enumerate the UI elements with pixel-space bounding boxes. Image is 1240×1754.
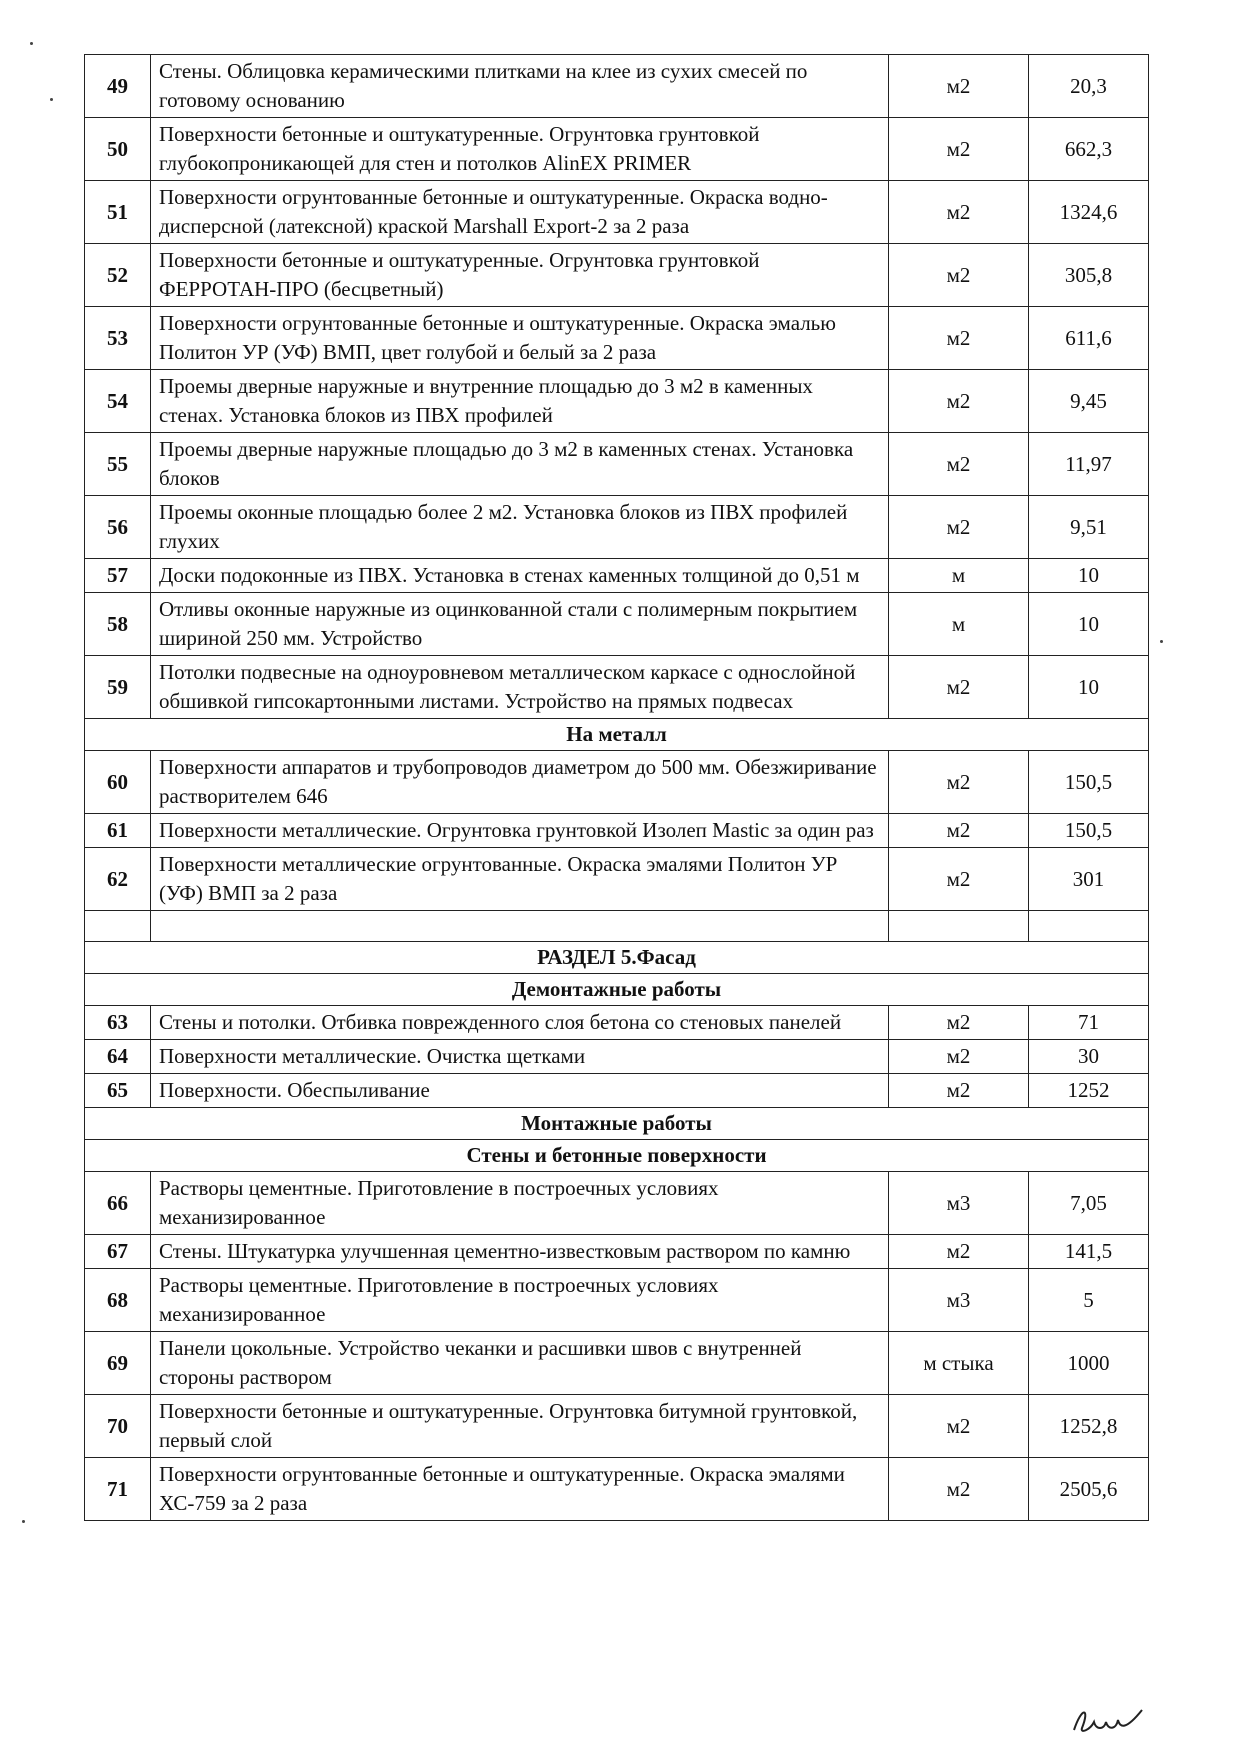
quantity: 5 xyxy=(1029,1269,1149,1332)
unit-of-measure: м2 xyxy=(889,848,1029,911)
work-description: Поверхности огрунтованные бетонные и оштукатуренные. Окраска эмалью Политон УР (УФ) ВМП, цвет голубой и белый за 2 раза xyxy=(151,307,889,370)
item-number: 57 xyxy=(85,559,151,593)
unit-of-measure: м3 xyxy=(889,1269,1029,1332)
quantity: 10 xyxy=(1029,593,1149,656)
blank-cell xyxy=(85,911,151,942)
blank-cell xyxy=(889,911,1029,942)
unit-of-measure: м2 xyxy=(889,751,1029,814)
item-number: 70 xyxy=(85,1395,151,1458)
table-row xyxy=(85,1172,1149,1235)
handwritten-signature xyxy=(1068,1700,1148,1740)
unit-of-measure: м2 xyxy=(889,1074,1029,1108)
unit-of-measure: м2 xyxy=(889,1040,1029,1074)
section-header-walls: Стены и бетонные поверхности xyxy=(85,1140,1149,1172)
unit-of-measure: м2 xyxy=(889,181,1029,244)
table-row xyxy=(85,1235,1149,1269)
unit-of-measure: м3 xyxy=(889,1172,1029,1235)
scan-speck xyxy=(22,1520,25,1523)
quantity: 10 xyxy=(1029,559,1149,593)
unit-of-measure: м2 xyxy=(889,656,1029,719)
work-description: Поверхности аппаратов и трубопроводов диаметром до 500 мм. Обезжиривание растворителем 646 xyxy=(151,751,889,814)
quantity: 150,5 xyxy=(1029,814,1149,848)
quantity: 2505,6 xyxy=(1029,1458,1149,1521)
table-row xyxy=(85,1458,1149,1521)
item-number: 55 xyxy=(85,433,151,496)
work-description: Проемы оконные площадью более 2 м2. Установка блоков из ПВХ профилей глухих xyxy=(151,496,889,559)
rows-group-finishing xyxy=(85,55,1149,719)
table-row xyxy=(85,1332,1149,1395)
unit-of-measure: м2 xyxy=(889,370,1029,433)
item-number: 68 xyxy=(85,1269,151,1332)
table-row xyxy=(85,55,1149,118)
estimate-table xyxy=(84,54,1149,1521)
rows-group-demontage xyxy=(85,1006,1149,1108)
work-description: Поверхности бетонные и оштукатуренные. Огрунтовка битумной грунтовкой, первый слой xyxy=(151,1395,889,1458)
item-number: 65 xyxy=(85,1074,151,1108)
montage-headers xyxy=(85,1108,1149,1172)
work-description: Отливы оконные наружные из оцинкованной стали с полимерным покрытием шириной 250 мм. Устройство xyxy=(151,593,889,656)
unit-of-measure: м2 xyxy=(889,1235,1029,1269)
blank-row xyxy=(85,911,1149,942)
work-description: Стены. Облицовка керамическими плитками на клее из сухих смесей по готовому основанию xyxy=(151,55,889,118)
quantity: 141,5 xyxy=(1029,1235,1149,1269)
item-number: 59 xyxy=(85,656,151,719)
quantity: 71 xyxy=(1029,1006,1149,1040)
table-row xyxy=(85,751,1149,814)
work-description: Доски подоконные из ПВХ. Установка в стенах каменных толщиной до 0,51 м xyxy=(151,559,889,593)
table-row xyxy=(85,244,1149,307)
blank-cell xyxy=(151,911,889,942)
item-number: 64 xyxy=(85,1040,151,1074)
table-row xyxy=(85,181,1149,244)
section-header-metal-group xyxy=(85,719,1149,751)
table-row xyxy=(85,1074,1149,1108)
item-number: 67 xyxy=(85,1235,151,1269)
table-row xyxy=(85,496,1149,559)
quantity: 1324,6 xyxy=(1029,181,1149,244)
unit-of-measure: м2 xyxy=(889,244,1029,307)
work-description: Поверхности бетонные и оштукатуренные. Огрунтовка грунтовкой глубокопроникающей для стен и потолков AlinEX PRIMER xyxy=(151,118,889,181)
work-description: Проемы дверные наружные площадью до 3 м2 в каменных стенах. Установка блоков xyxy=(151,433,889,496)
unit-of-measure: м xyxy=(889,593,1029,656)
quantity: 1000 xyxy=(1029,1332,1149,1395)
rows-group-facade-walls xyxy=(85,1172,1149,1521)
scan-speck xyxy=(1160,640,1163,643)
table-row xyxy=(85,307,1149,370)
table-row xyxy=(85,656,1149,719)
unit-of-measure: м2 xyxy=(889,1458,1029,1521)
item-number: 58 xyxy=(85,593,151,656)
quantity: 150,5 xyxy=(1029,751,1149,814)
item-number: 62 xyxy=(85,848,151,911)
item-number: 71 xyxy=(85,1458,151,1521)
unit-of-measure: м2 xyxy=(889,1395,1029,1458)
section-header-metal: На металл xyxy=(85,719,1149,751)
item-number: 49 xyxy=(85,55,151,118)
table-row xyxy=(85,118,1149,181)
section-header-row xyxy=(85,974,1149,1006)
item-number: 60 xyxy=(85,751,151,814)
table-row xyxy=(85,1269,1149,1332)
table-row xyxy=(85,370,1149,433)
quantity: 20,3 xyxy=(1029,55,1149,118)
item-number: 54 xyxy=(85,370,151,433)
item-number: 61 xyxy=(85,814,151,848)
unit-of-measure: м2 xyxy=(889,55,1029,118)
quantity: 10 xyxy=(1029,656,1149,719)
work-description: Поверхности огрунтованные бетонные и оштукатуренные. Окраска эмалями ХС-759 за 2 раза xyxy=(151,1458,889,1521)
item-number: 69 xyxy=(85,1332,151,1395)
quantity: 7,05 xyxy=(1029,1172,1149,1235)
unit-of-measure: м2 xyxy=(889,496,1029,559)
quantity: 9,45 xyxy=(1029,370,1149,433)
item-number: 66 xyxy=(85,1172,151,1235)
work-description: Поверхности металлические огрунтованные. Окраска эмалями Политон УР (УФ) ВМП за 2 раза xyxy=(151,848,889,911)
unit-of-measure: м стыка xyxy=(889,1332,1029,1395)
scan-speck xyxy=(50,98,53,101)
table-row xyxy=(85,848,1149,911)
section-header-row xyxy=(85,1108,1149,1140)
section-header-row xyxy=(85,1140,1149,1172)
quantity: 1252,8 xyxy=(1029,1395,1149,1458)
work-description: Поверхности бетонные и оштукатуренные. Огрунтовка грунтовкой ФЕРРОТАН-ПРО (бесцветный) xyxy=(151,244,889,307)
quantity: 305,8 xyxy=(1029,244,1149,307)
section-header-row xyxy=(85,942,1149,974)
rows-group-metal xyxy=(85,751,1149,911)
section-header-row xyxy=(85,719,1149,751)
work-description: Стены и потолки. Отбивка поврежденного слоя бетона со стеновых панелей xyxy=(151,1006,889,1040)
work-description: Потолки подвесные на одноуровневом металлическом каркасе с однослойной обшивкой гипсокартонными листами. Устройство на прямых подвесах xyxy=(151,656,889,719)
work-description: Поверхности. Обеспыливание xyxy=(151,1074,889,1108)
blank-cell xyxy=(1029,911,1149,942)
section-header-montage: Монтажные работы xyxy=(85,1108,1149,1140)
scan-speck xyxy=(30,42,33,45)
table-row xyxy=(85,1395,1149,1458)
item-number: 52 xyxy=(85,244,151,307)
table-row xyxy=(85,559,1149,593)
item-number: 63 xyxy=(85,1006,151,1040)
quantity: 662,3 xyxy=(1029,118,1149,181)
work-description: Проемы дверные наружные и внутренние площадью до 3 м2 в каменных стенах. Установка блоков из ПВХ профилей xyxy=(151,370,889,433)
work-description: Растворы цементные. Приготовление в построечных условиях механизированное xyxy=(151,1172,889,1235)
quantity: 9,51 xyxy=(1029,496,1149,559)
work-description: Поверхности металлические. Очистка щетками xyxy=(151,1040,889,1074)
table-row xyxy=(85,593,1149,656)
quantity: 1252 xyxy=(1029,1074,1149,1108)
work-description: Поверхности огрунтованные бетонные и оштукатуренные. Окраска водно-дисперсной (латексной) краской Marshall Export-2 за 2 раза xyxy=(151,181,889,244)
work-description: Стены. Штукатурка улучшенная цементно-известковым раствором по камню xyxy=(151,1235,889,1269)
item-number: 51 xyxy=(85,181,151,244)
unit-of-measure: м2 xyxy=(889,1006,1029,1040)
item-number: 53 xyxy=(85,307,151,370)
unit-of-measure: м2 xyxy=(889,118,1029,181)
table-row xyxy=(85,1040,1149,1074)
item-number: 56 xyxy=(85,496,151,559)
section-5-headers xyxy=(85,911,1149,1006)
table-row xyxy=(85,433,1149,496)
unit-of-measure: м2 xyxy=(889,433,1029,496)
item-number: 50 xyxy=(85,118,151,181)
section-header-facade: РАЗДЕЛ 5.Фасад xyxy=(85,942,1149,974)
quantity: 11,97 xyxy=(1029,433,1149,496)
quantity: 301 xyxy=(1029,848,1149,911)
work-description: Поверхности металлические. Огрунтовка грунтовкой Изолеп Mastic за один раз xyxy=(151,814,889,848)
quantity: 611,6 xyxy=(1029,307,1149,370)
table-row xyxy=(85,814,1149,848)
work-description: Растворы цементные. Приготовление в построечных условиях механизированное xyxy=(151,1269,889,1332)
section-header-demontage: Демонтажные работы xyxy=(85,974,1149,1006)
unit-of-measure: м2 xyxy=(889,814,1029,848)
unit-of-measure: м xyxy=(889,559,1029,593)
table-row xyxy=(85,1006,1149,1040)
quantity: 30 xyxy=(1029,1040,1149,1074)
work-description: Панели цокольные. Устройство чеканки и расшивки швов с внутренней стороны раствором xyxy=(151,1332,889,1395)
unit-of-measure: м2 xyxy=(889,307,1029,370)
